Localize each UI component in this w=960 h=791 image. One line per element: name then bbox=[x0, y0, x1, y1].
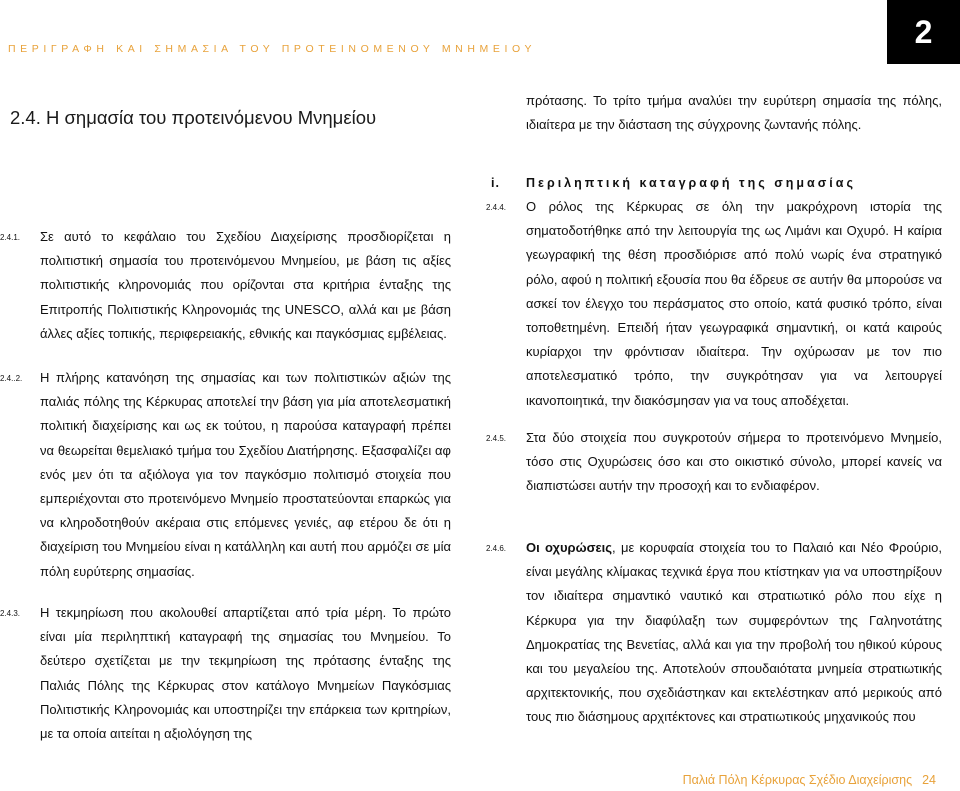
running-header: ΠΕΡΙΓΡΑΦΗ ΚΑΙ ΣΗΜΑΣΙΑ ΤΟΥ ΠΡΟΤΕΙΝΟΜΕΝΟΥ ΜΝΗΜΕΙΟΥ bbox=[8, 43, 537, 55]
paragraph-text: Η πλήρης κατανόηση της σημασίας και των πολιτιστικών αξιών της παλιάς πόλης της Κέρκυρας αποτελεί την βάση για μία αποτελεσματική πολιτική διαχείρισης και ως εκ τούτου, η παρούσα καταγραφή πρέπει να θεωρείται θεμελιακό τμήμα του Σχεδίου Διατήρησης. Εξασφαλίζει αφ ενός μεν ότι τα αξιόλογα για τον παγκόσμιο πολιτισμό στοιχεία που εμπεριέχονται στο προτεινόμενο Μνημείο προστατεύονται επαρκώς για να κληροδοτηθούν ακέραια στις επόμενες γενιές, αφ ετέρου δε ότι η διαχείριση του Μνημείου είναι η κατάλληλη και αυτή που αρμόζει σε μία πόλη ευρύτερης σημασίας. bbox=[40, 370, 451, 579]
paragraph-2-4-6 bbox=[486, 536, 942, 730]
paragraph-number: 2.4.6. bbox=[486, 544, 507, 553]
paragraph-continuation bbox=[526, 89, 942, 137]
section-title: 2.4. Η σημασία του προτεινόμενου Μνημείου bbox=[10, 107, 377, 128]
chapter-number-badge: 2 bbox=[887, 0, 960, 64]
paragraph-2-4-5 bbox=[486, 426, 942, 499]
subsection-letter: i. bbox=[491, 176, 500, 190]
paragraph-text: πρότασης. Το τρίτο τμήμα αναλύει την ευρύτερη σημασία της πόλης, ιδιαίτερα με την διάσταση της σύγχρονης ζωντανής πόλης. bbox=[526, 93, 942, 133]
paragraph-2-4-1 bbox=[0, 225, 451, 346]
paragraph-number: 2.4.5. bbox=[486, 434, 507, 443]
paragraph-number: 2.4..2. bbox=[0, 374, 23, 383]
paragraph-number: 2.4.3. bbox=[0, 609, 21, 618]
page-footer bbox=[683, 773, 936, 787]
paragraph-text: , με κορυφαία στοιχεία του το Παλαιό και Νέο Φρούριο, είναι μεγάλης κλίμακας τεχνικά έργα που κτίστηκαν για να υποστηρίξουν τον ιδιαίτερα σημαντικό ναυτικό και στρατιωτικό ρόλο που είχε η Κέρκυρα για την διαφύλαξη των συμφερόντων της Γαληνοτάτης Δημοκρατίας της Βενετίας, αλλά και για την προβολή του ηθικού κύρους και του μεγαλείου της. Αποτελούν σπουδαιότατα μνημεία στρατιωτικής αρχιτεκτονικής, που σχεδιάστηκαν και εκτελέστηκαν από μερικούς από τους πιο διάσημους αρχιτέκτονες και στρατιωτικούς μηχανικούς που bbox=[526, 540, 942, 725]
paragraph-2-4-3 bbox=[0, 601, 451, 746]
footer-document-title: Παλιά Πόλη Κέρκυρας Σχέδιο Διαχείρισης bbox=[682, 773, 913, 787]
subsection-title: Περιληπτική καταγραφή της σημασίας bbox=[526, 176, 856, 190]
paragraph-text: Ο ρόλος της Κέρκυρας σε όλη την μακρόχρονη ιστορία της σηματοδοτήθηκε από την λειτουργία της ως Λιμάνι και Οχυρό. Η καίρια γεωγραφική της θέση προσδιόρισε από πολύ νωρίς ένα στρατηγικό ρόλο, αφού η πολιτική εξουσία που θα έδρευε σε αυτήν θα μπορούσε να ασκεί τον έλεγχο του περάσματος στο οποίο, κατά φυσικό τρόπο, είναι τοποθετημένη. Επειδή ήταν γεωγραφικά σημαντική, οι κατά καιρούς κυρίαρχοι την φρόντισαν ιδιαίτερα. Την οχύρωσαν με τον πιο αποτελεσματικό τρόπο, την συγκρότησαν για να λειτουργεί ικανοποιητικά, την διακόσμησαν για να τους αποδέχεται. bbox=[526, 199, 942, 408]
footer-page-number: 24 bbox=[922, 773, 936, 787]
paragraph-number: 2.4.4. bbox=[486, 203, 507, 212]
paragraph-2-4-2 bbox=[0, 366, 451, 584]
paragraph-2-4-4 bbox=[486, 195, 942, 413]
paragraph-number: 2.4.1. bbox=[0, 233, 21, 242]
paragraph-text: Στα δύο στοιχεία που συγκροτούν σήμερα το προτεινόμενο Μνημείο, τόσο στις Οχυρώσεις όσο και στο οικιστικό σύνολο, μπορεί κανείς να διαπιστώσει αυτήν την προσοχή και το ενδιαφέρον. bbox=[526, 430, 942, 494]
paragraph-text: Σε αυτό το κεφάλαιο του Σχεδίου Διαχείρισης προσδιορίζεται η πολιτιστική σημασία του προτεινόμενου Μνημείου, με βάση τις αξίες πολιτιστικής κληρονομιάς που ορίζονται στα κριτήρια ένταξης της Επιτροπής Πολιτιστικής Κληρονομιάς της UNESCO, αλλά και με βάση άλλες αξίες τοπικής, περιφερειακής, εθνικής και παγκόσμιας εμβέλειας. bbox=[40, 229, 451, 341]
paragraph-bold-lead: Οι οχυρώσεις bbox=[526, 540, 613, 555]
paragraph-text: Η τεκμηρίωση που ακολουθεί απαρτίζεται από τρία μέρη. Το πρώτο είναι μία περιληπτική καταγραφή της σημασίας του Μνημείου. Το δεύτερο σχετίζεται με την τεκμηρίωση της πρότασης ένταξης της Παλιάς Πόλης της Κέρκυρας στον κατάλογο Μνημείων Παγκόσμιας Πολιτιστικής Κληρονομιάς και υποστηρίζει την επάρκεια των κριτηρίων, με τα οποία αιτείται η αξιολόγηση της bbox=[40, 605, 451, 742]
